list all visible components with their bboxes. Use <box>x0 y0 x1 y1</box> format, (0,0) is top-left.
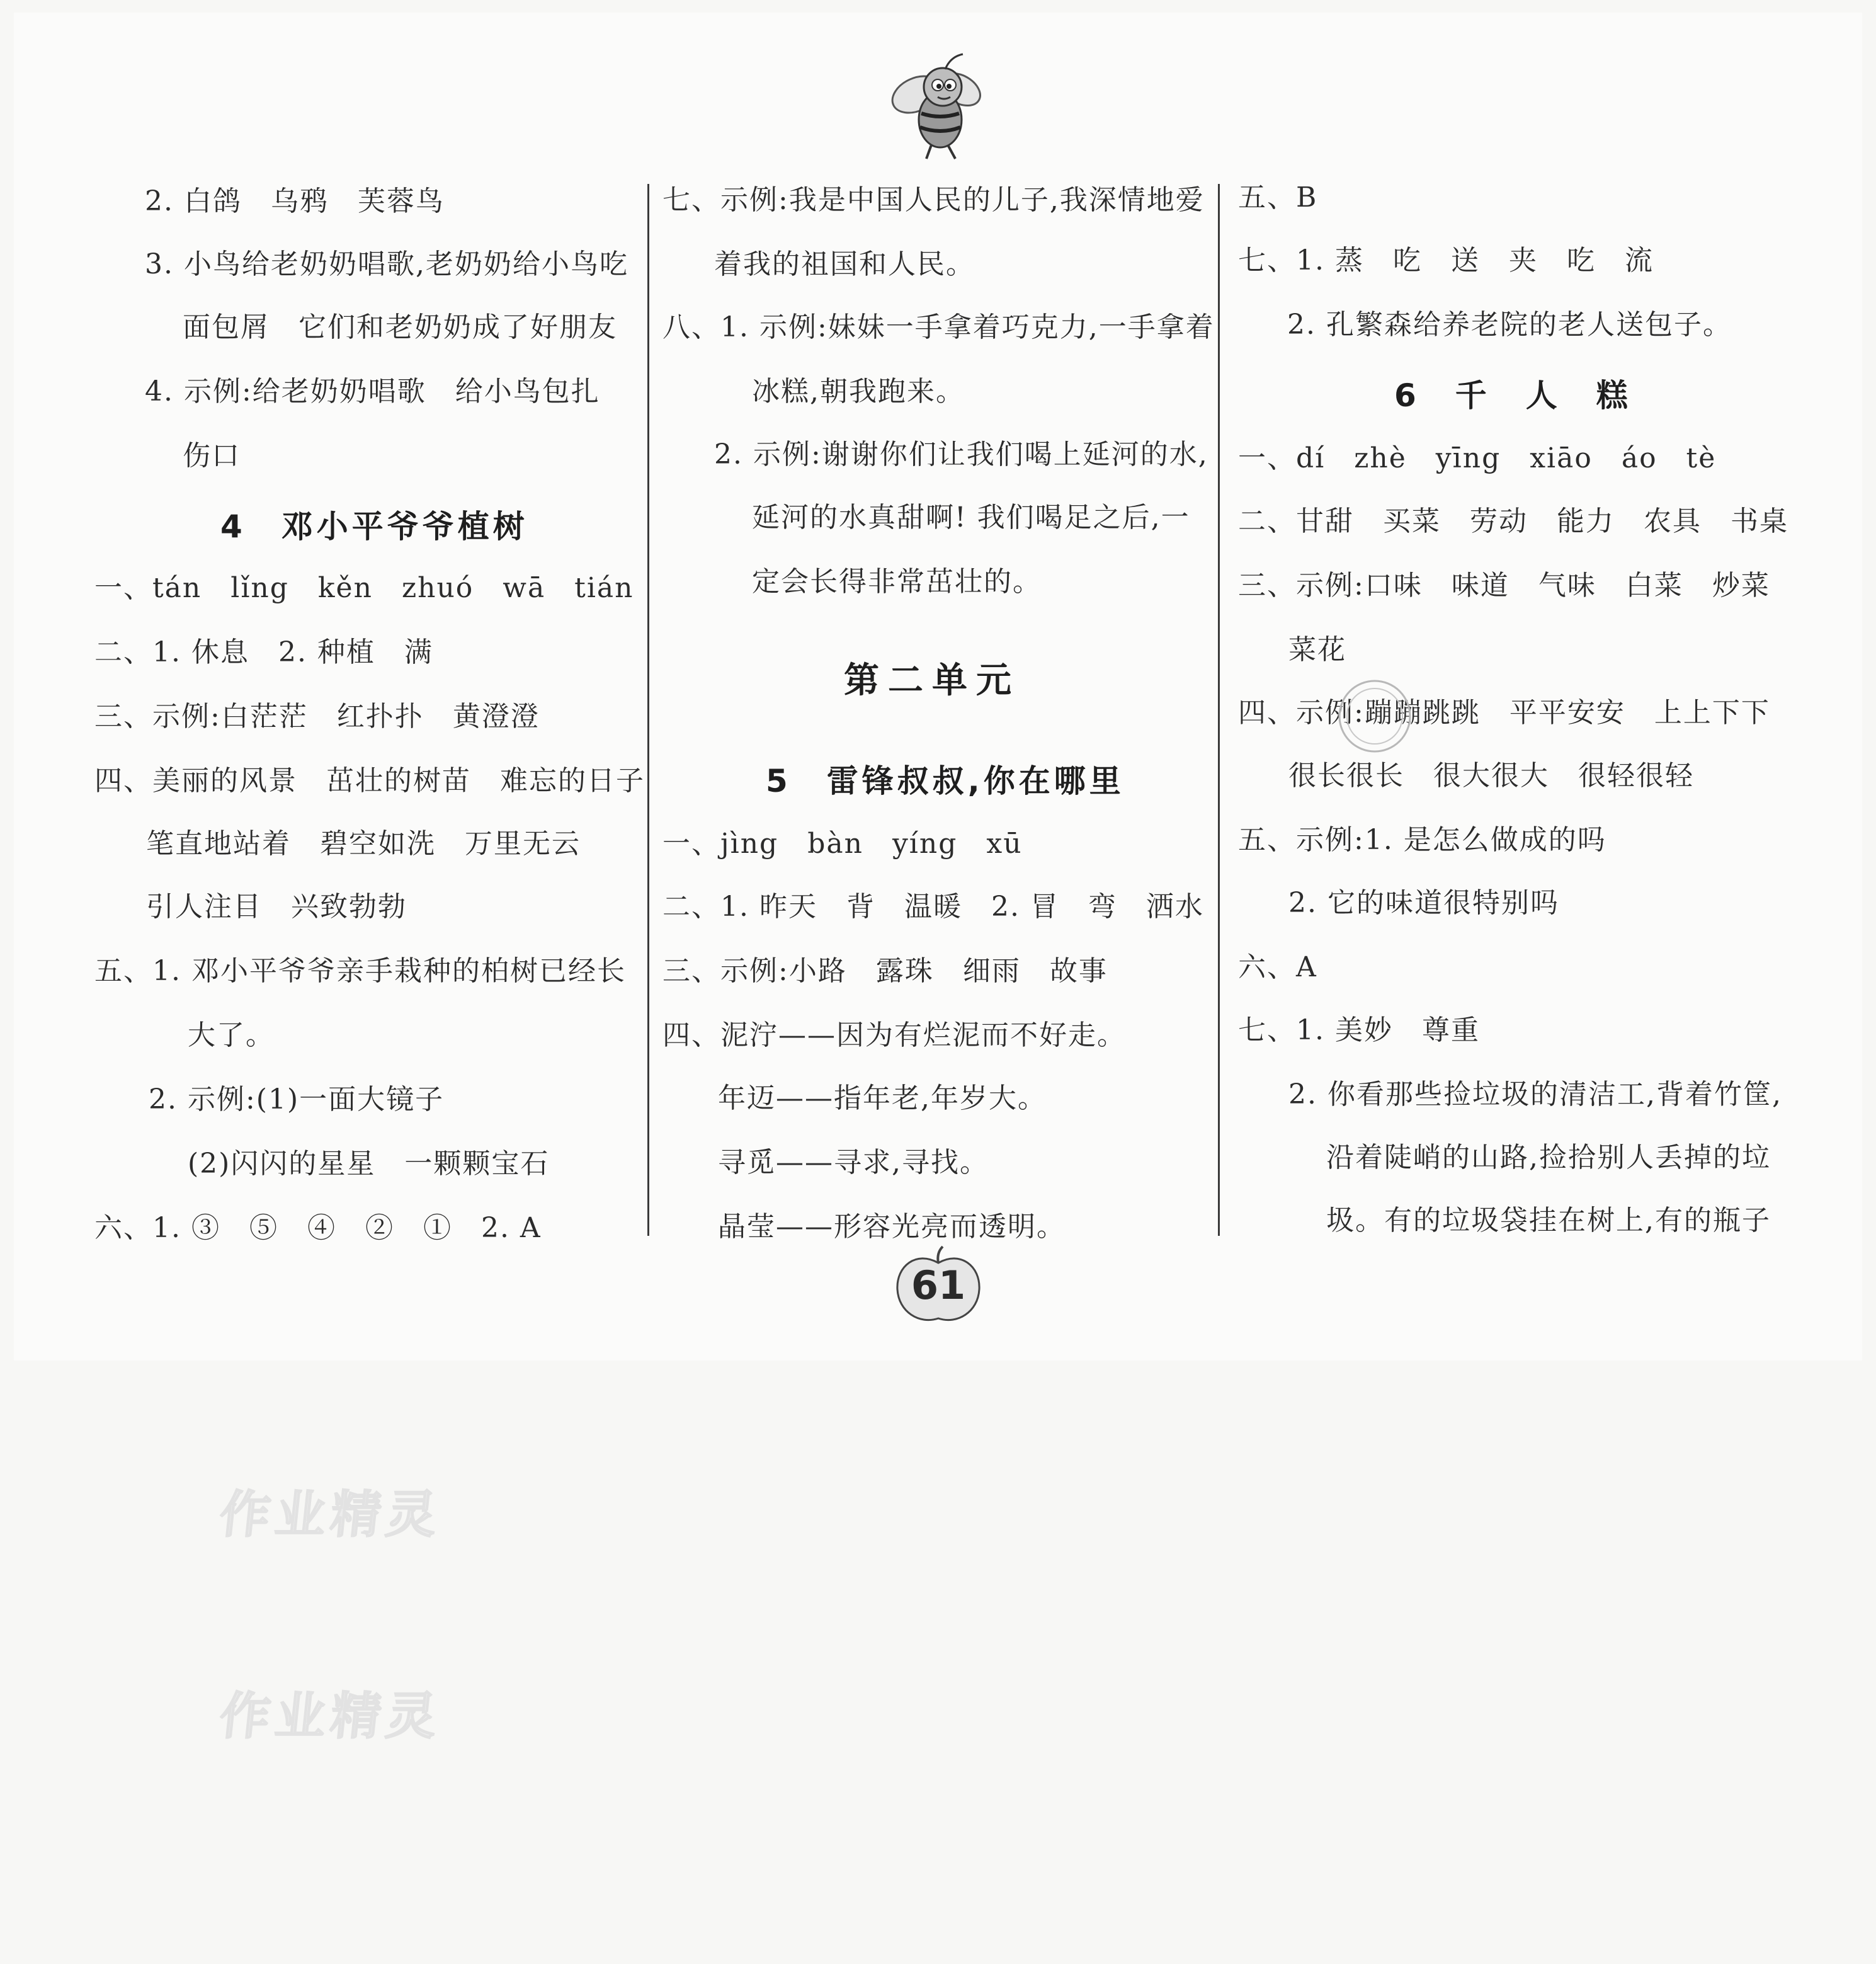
answer-line: (2)闪闪的星星 一颗颗宝石 <box>188 1148 550 1180</box>
answer-line: 圾。有的垃圾袋挂在树上,有的瓶子 <box>1326 1204 1771 1236</box>
answer-line: 冰糕,朝我跑来。 <box>752 375 965 408</box>
answer-line: 三、示例:白茫茫 红扑扑 黄澄澄 <box>94 700 540 733</box>
answer-line: 2. 白鸽 乌鸦 芙蓉鸟 <box>145 185 445 217</box>
page-number-badge <box>891 1244 986 1326</box>
answer-line: 伤口 <box>183 440 241 472</box>
lesson-4-title: 4 邓小平爷爷植树 <box>220 508 528 545</box>
answer-line: 七、1. 蒸 吃 送 夹 吃 流 <box>1238 244 1654 277</box>
answer-line: 八、1. 示例:妹妹一手拿着巧克力,一手拿着 <box>662 311 1215 343</box>
unit-2-title: 第二单元 <box>844 660 1020 701</box>
answer-line: 六、A <box>1238 951 1317 983</box>
bee-mascot-illustration <box>885 50 992 164</box>
answer-line: 五、B <box>1238 181 1318 214</box>
answer-line: 笔直地站着 碧空如洗 万里无云 <box>146 828 581 860</box>
answer-line: 引人注目 兴致勃勃 <box>146 891 407 923</box>
answer-line: 二、1. 休息 2. 种植 满 <box>94 636 433 668</box>
answer-line: 六、1. ③ ⑤ ④ ② ① 2. A <box>94 1212 542 1244</box>
page-number: 61 <box>911 1262 966 1308</box>
answer-line: 2. 孔繁森给养老院的老人送包子。 <box>1287 309 1732 341</box>
column-divider-right <box>1218 184 1220 1236</box>
answer-line: 四、示例:蹦蹦跳跳 平平安安 上上下下 <box>1238 697 1770 729</box>
answer-line: 2. 示例:谢谢你们让我们喝上延河的水, <box>714 438 1208 471</box>
answer-line: 大了。 <box>188 1019 275 1051</box>
lesson-6-title: 6 千 人 糕 <box>1394 377 1632 414</box>
answer-line: 寻觅——寻求,寻找。 <box>718 1146 989 1179</box>
answer-line: 二、甘甜 买菜 劳动 能力 农具 书桌 <box>1238 505 1788 537</box>
answer-line: 晶莹——形容光亮而透明。 <box>718 1211 1066 1243</box>
answer-line: 五、1. 邓小平爷爷亲手栽种的柏树已经长 <box>94 955 626 987</box>
watermark: 作业精灵 <box>217 1485 445 1544</box>
answer-line: 年迈——指年老,年岁大。 <box>718 1082 1047 1114</box>
answer-line: 一、dí zhè yīng xiāo áo tè <box>1238 442 1717 474</box>
answer-line: 延河的水真甜啊! 我们喝足之后,一 <box>752 501 1190 534</box>
answer-line: 一、tán lǐng kěn zhuó wā tián <box>94 572 634 604</box>
answer-line: 沿着陡峭的山路,捡拾别人丢掉的垃 <box>1326 1141 1771 1173</box>
answer-line: 七、示例:我是中国人民的儿子,我深情地爱 <box>662 184 1205 216</box>
lesson-5-title: 5 雷锋叔叔,你在哪里 <box>766 763 1125 799</box>
answer-line: 3. 小鸟给老奶奶唱歌,老奶奶给小鸟吃 <box>145 248 628 280</box>
answer-line: 2. 它的味道很特别吗 <box>1288 887 1559 919</box>
answer-line: 菜花 <box>1288 634 1346 666</box>
answer-line: 三、示例:口味 味道 气味 白菜 炒菜 <box>1238 569 1770 602</box>
answer-line: 很长很长 很大很大 很轻很轻 <box>1288 760 1694 792</box>
answer-line: 七、1. 美妙 尊重 <box>1238 1014 1480 1046</box>
answer-line: 二、1. 昨天 背 温暖 2. 冒 弯 洒水 <box>662 891 1204 923</box>
answer-line: 4. 示例:给老奶奶唱歌 给小鸟包扎 <box>145 375 600 408</box>
answer-line: 2. 示例:(1)一面大镜子 <box>149 1083 445 1116</box>
answer-line: 定会长得非常茁壮的。 <box>752 566 1042 598</box>
answer-line: 三、示例:小路 露珠 细雨 故事 <box>662 955 1108 987</box>
answer-line: 2. 你看那些捡垃圾的清洁工,背着竹筐, <box>1288 1078 1782 1110</box>
answer-line: 五、示例:1. 是怎么做成的吗 <box>1238 824 1606 856</box>
watermark: 作业精灵 <box>217 1687 445 1745</box>
answer-line: 面包屑 它们和老奶奶成了好朋友 <box>183 311 617 343</box>
column-divider-left <box>647 184 649 1236</box>
answer-line: 一、jìng bàn yíng xū <box>662 828 1023 860</box>
stamp-seal-icon <box>1334 675 1416 757</box>
answer-line: 四、美丽的风景 茁壮的树苗 难忘的日子 <box>94 765 645 797</box>
answer-line: 着我的祖国和人民。 <box>714 248 975 280</box>
answer-line: 四、泥泞——因为有烂泥而不好走。 <box>662 1019 1126 1051</box>
